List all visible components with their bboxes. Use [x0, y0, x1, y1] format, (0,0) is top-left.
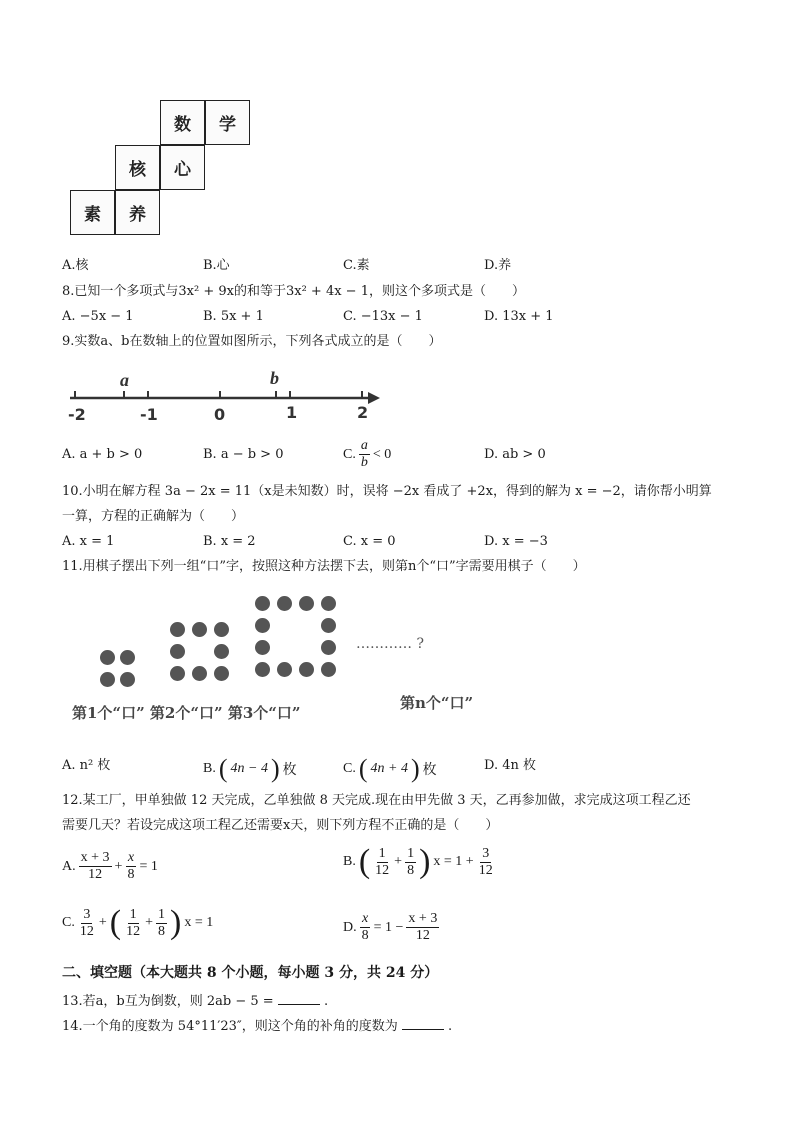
chess-piece	[299, 662, 314, 677]
fraction: $\frac{x + 3}{12}$	[80, 850, 110, 882]
tick-label: -1	[140, 405, 158, 424]
fraction: $\frac{3}{12}$	[478, 845, 493, 878]
chess-piece	[120, 672, 135, 687]
ellipsis-label: ………… ?	[356, 636, 424, 652]
chess-piece	[120, 650, 135, 665]
chess-piece	[100, 650, 115, 665]
chess-piece	[255, 618, 270, 633]
cube-net-figure	[70, 95, 260, 245]
q12-option-d: D. $\frac{x}{8}$ = 1 − $\frac{x + 3}{12}$	[343, 911, 438, 943]
q12-option-c: C. $\frac{3}{12}$ + ( $\frac{1}{12}$ + $\frac{1}{8}$ ) x = 1	[62, 904, 214, 941]
fraction: $\frac{1}{12}$	[375, 845, 390, 878]
point-a-label: a	[120, 370, 129, 390]
chess-piece	[170, 622, 185, 637]
q10-option-c: C. x = 0	[343, 534, 396, 549]
option-label: C.	[343, 446, 356, 462]
q9-option-c: C. $\frac{a}{b}$ < 0	[343, 438, 392, 470]
q8-stem: 8.已知一个多项式与3x² + 9x的和等于3x² + 4x − 1，则这个多项式是（ ）	[62, 284, 525, 299]
fraction: $\frac{x}{8}$	[361, 911, 369, 943]
q9-option-d: D. ab > 0	[484, 447, 546, 462]
q7-option-b: B.心	[203, 258, 230, 273]
fraction: $\frac{x}{8}$	[127, 850, 135, 882]
chess-piece	[255, 596, 270, 611]
figure-captions: 第1个“口” 第2个“口” 第3个“口”	[72, 704, 301, 722]
q8-option-b: B. 5x + 1	[203, 309, 264, 324]
figure-caption-n: 第n个“口”	[400, 694, 474, 712]
chess-piece	[214, 666, 229, 681]
number-line-figure	[62, 368, 392, 428]
fraction: $\frac{1}{12}$	[126, 906, 141, 939]
chess-piece	[170, 644, 185, 659]
section-heading: 二、填空题（本大题共 8 个小题，每小题 3 分，共 24 分）	[62, 965, 439, 981]
q7-option-c: C.素	[343, 258, 370, 273]
fraction: $\frac{1}{8}$	[157, 906, 165, 939]
chess-piece	[170, 666, 185, 681]
chess-piece	[277, 662, 292, 677]
q9-stem: 9.实数a、b在数轴上的位置如图所示，下列各式成立的是（ ）	[62, 334, 442, 349]
chess-piece	[321, 618, 336, 633]
fraction: $\frac{3}{12}$	[79, 906, 94, 939]
q9-option-a: A. a + b > 0	[62, 447, 143, 462]
net-cell: 学	[205, 100, 250, 145]
fraction: $\frac{x + 3}{12}$	[408, 911, 438, 943]
chess-pieces-figure	[62, 590, 502, 740]
q10-stem-line2: 一算，方程的正确解为（ ）	[62, 509, 245, 524]
point-b-label: b	[270, 368, 279, 388]
q13: 13.若a，b互为倒数，则 2ab − 5 = .	[62, 994, 329, 1009]
chess-piece	[100, 672, 115, 687]
q10-stem-line1: 10.小明在解方程 3a − 2x = 11（x是未知数）时，误将 −2x 看成了 +2x，得到的解为 x = −2，请你帮小明算	[62, 484, 712, 499]
net-cell: 素	[70, 190, 115, 235]
tick-label: 0	[214, 405, 226, 424]
tick-label: -2	[68, 405, 86, 424]
chess-piece	[321, 596, 336, 611]
tick-label: 2	[357, 403, 369, 422]
net-cell: 数	[160, 100, 205, 145]
q12-option-a: A. $\frac{x + 3}{12}$ + $\frac{x}{8}$ = 1	[62, 850, 158, 882]
chess-piece	[255, 662, 270, 677]
q10-option-b: B. x = 2	[203, 534, 256, 549]
number-line-arrow	[368, 392, 380, 404]
q10-option-d: D. x = −3	[484, 534, 548, 549]
q7-option-a: A.核	[62, 258, 89, 273]
q12-stem-line2: 需要几天？若设完成这项工程乙还需要x天，则下列方程不正确的是（ ）	[62, 818, 499, 833]
net-cell: 心	[160, 145, 205, 190]
q11-option-a: A. n² 枚	[62, 758, 111, 773]
q11-stem: 11.用棋子摆出下列一组“口”字，按照这种方法摆下去，则第n个“口”字需要用棋子（ ）	[62, 559, 586, 574]
chess-piece	[192, 622, 207, 637]
net-cell: 养	[115, 190, 160, 235]
net-cell: 核	[115, 145, 160, 190]
q7-option-d: D.养	[484, 258, 512, 273]
q9-option-b: B. a − b > 0	[203, 447, 284, 462]
q12-option-b: B. ( $\frac{1}{12}$ + $\frac{1}{8}$ ) x = 1 + $\frac{3}{12}$	[343, 843, 493, 880]
chess-piece	[192, 666, 207, 681]
q12-stem-line1: 12.某工厂，甲单独做 12 天完成，乙单独做 8 天完成.现在由甲先做 3 天，乙再参加做，求完成这项工程乙还	[62, 793, 691, 808]
chess-piece	[321, 662, 336, 677]
tick-label: 1	[286, 403, 298, 422]
chess-piece	[299, 596, 314, 611]
q11-option-c: C. ( 4n + 4 ) 枚	[343, 754, 437, 783]
q8-option-a: A. −5x − 1	[62, 309, 134, 324]
answer-blank	[278, 992, 320, 1005]
chess-piece	[321, 640, 336, 655]
chess-piece	[255, 640, 270, 655]
q8-option-c: C. −13x − 1	[343, 309, 423, 324]
answer-blank	[402, 1017, 444, 1030]
chess-piece	[214, 644, 229, 659]
q11-option-d: D. 4n 枚	[484, 758, 537, 773]
chess-piece	[214, 622, 229, 637]
fraction: $\frac{1}{8}$	[407, 845, 415, 878]
q8-option-d: D. 13x + 1	[484, 309, 554, 324]
fraction: $\frac{a}{b}$	[360, 438, 368, 470]
chess-piece	[277, 596, 292, 611]
q10-option-a: A. x = 1	[62, 534, 115, 549]
q14: 14.一个角的度数为 54°11′23″，则这个角的补角的度数为 .	[62, 1019, 453, 1034]
q11-option-b: B. ( 4n − 4 ) 枚	[203, 754, 297, 783]
